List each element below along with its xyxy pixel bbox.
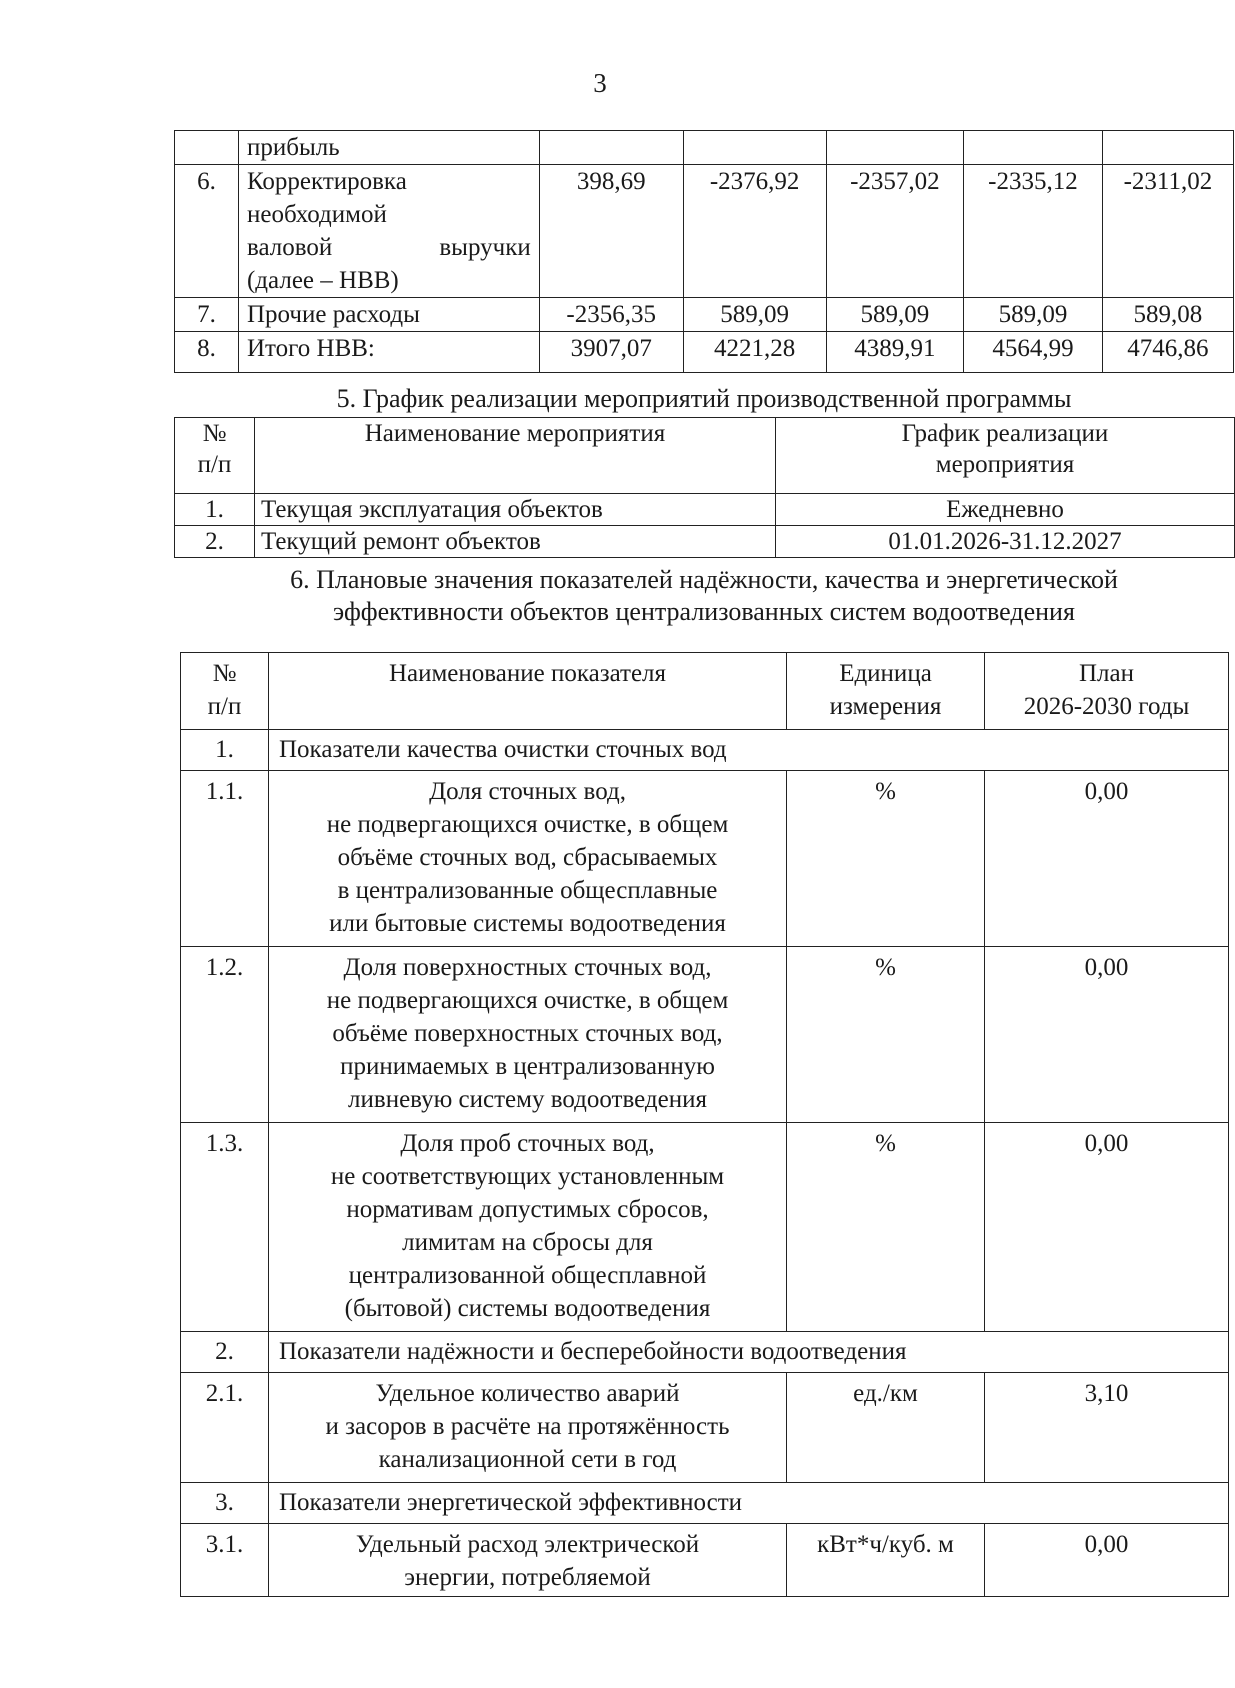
row-unit: кВт*ч/куб. м [787, 1524, 985, 1597]
row-number [175, 131, 239, 165]
row-name [238, 298, 539, 332]
section-row [181, 1483, 1229, 1524]
row-name [238, 165, 539, 298]
table-header-row [181, 653, 1229, 730]
header-num-line: п/п [197, 451, 232, 478]
section6-title-line: эффективности объектов централизованных систем водоотведения [333, 597, 1075, 626]
row-name-word: валовой [246, 234, 333, 261]
row-value: 3907,07 [539, 332, 683, 373]
row-name-line: ливневую систему водоотведения [348, 1086, 707, 1113]
row-value: -2356,35 [539, 298, 683, 332]
section-title: Показатели надёжности и бесперебойности водоотведения [269, 1332, 1229, 1373]
header-num-line: № [212, 660, 237, 687]
row-number: 1.2. [181, 947, 269, 1123]
row-name-line: Доля поверхностных сточных вод, [343, 954, 712, 981]
row-number: 3.1. [181, 1524, 269, 1597]
row-name-line: объёме поверхностных сточных вод, [332, 1020, 723, 1047]
row-name-line: лимитам на сбросы для [402, 1229, 653, 1256]
row-number: 2.1. [181, 1373, 269, 1483]
row-schedule: 01.01.2026-31.12.2027 [776, 526, 1235, 558]
row-plan: 0,00 [985, 947, 1229, 1123]
row-unit: % [787, 947, 985, 1123]
row-number: 2. [175, 526, 255, 558]
row-name-line: Прочие расходы [246, 301, 420, 328]
header-schedule-line: мероприятия [935, 451, 1075, 478]
row-name-line: Итого НВВ: [246, 335, 375, 362]
header-name: Наименование показателя [269, 653, 787, 730]
row-value [539, 131, 683, 165]
row-name-line: Удельный расход электрической [355, 1531, 700, 1558]
row-name-line: Удельное количество аварий [375, 1380, 680, 1407]
row-value: 4221,28 [683, 332, 826, 373]
row-number: 1. [175, 494, 255, 526]
row-value: 589,09 [683, 298, 826, 332]
table-row [181, 947, 1229, 1123]
row-name [238, 332, 539, 373]
row-value: -2376,92 [683, 165, 826, 298]
header-schedule [776, 418, 1235, 494]
row-name-line: энергии, потребляемой [404, 1564, 651, 1591]
table-row [181, 1373, 1229, 1483]
table-row [175, 526, 1235, 558]
row-name [269, 1524, 787, 1597]
table-header-row [175, 418, 1235, 494]
header-unit [787, 653, 985, 730]
row-name-line: принимаемых в централизованную [340, 1053, 715, 1080]
section-number: 2. [181, 1332, 269, 1373]
row-name [269, 771, 787, 947]
financial-table [174, 130, 1234, 373]
header-plan-line: 2026-2030 годы [1023, 693, 1190, 720]
section6-title [174, 564, 1234, 628]
row-value: 4389,91 [826, 332, 964, 373]
row-value: 398,69 [539, 165, 683, 298]
row-name-line [247, 231, 531, 264]
header-num [181, 653, 269, 730]
header-plan-line: План [1078, 660, 1134, 687]
row-value: -2311,02 [1102, 165, 1233, 298]
row-name-line: Корректировка [246, 168, 407, 195]
row-name [269, 1123, 787, 1332]
row-value: -2335,12 [964, 165, 1103, 298]
row-name-line: Доля сточных вод, [429, 778, 626, 805]
row-plan: 0,00 [985, 1123, 1229, 1332]
row-name-line: прибыль [246, 134, 340, 161]
row-plan: 0,00 [985, 771, 1229, 947]
row-plan: 0,00 [985, 1524, 1229, 1597]
row-name: Текущий ремонт объектов [255, 526, 776, 558]
row-schedule: Ежедневно [776, 494, 1235, 526]
row-unit: ед./км [787, 1373, 985, 1483]
row-number: 7. [175, 298, 239, 332]
row-value: 589,08 [1102, 298, 1233, 332]
header-num-line: п/п [207, 693, 242, 720]
section6-title-line: 6. Плановые значения показателей надёжности, качества и энергетической [290, 565, 1118, 594]
row-name-line: объёме сточных вод, сбрасываемых [337, 844, 718, 871]
header-unit-line: Единица [839, 660, 932, 687]
section-title: Показатели энергетической эффективности [269, 1483, 1229, 1524]
row-value [1102, 131, 1233, 165]
header-schedule-line: График реализации [901, 420, 1109, 447]
row-name-line: и засоров в расчёте на протяжённость [325, 1413, 730, 1440]
row-name-line: Доля проб сточных вод, [400, 1130, 655, 1157]
table-row [181, 1524, 1229, 1597]
row-name-line: (далее – НВВ) [246, 267, 399, 294]
header-unit-line: измерения [829, 693, 942, 720]
table-row [181, 771, 1229, 947]
row-name: Текущая эксплуатация объектов [255, 494, 776, 526]
header-num-line: № [202, 420, 227, 447]
table-row [175, 494, 1235, 526]
table-row [175, 131, 1234, 165]
row-value [964, 131, 1103, 165]
row-name-line: нормативам допустимых сбросов, [346, 1196, 709, 1223]
row-value: 4746,86 [1102, 332, 1233, 373]
table-row [175, 332, 1234, 373]
row-value: -2357,02 [826, 165, 964, 298]
row-value: 589,09 [826, 298, 964, 332]
row-name-line: (бытовой) системы водоотведения [344, 1295, 711, 1322]
row-name-line: не подвергающихся очистке, в общем [326, 811, 729, 838]
row-plan: 3,10 [985, 1373, 1229, 1483]
header-num [175, 418, 255, 494]
row-name-line: необходимой [246, 201, 387, 228]
row-value: 4564,99 [964, 332, 1103, 373]
row-name-word: выручки [439, 234, 531, 261]
row-name-line: или бытовые системы водоотведения [329, 910, 726, 937]
section5-title: 5. График реализации мероприятий производственной программы [336, 384, 1072, 413]
row-number: 6. [175, 165, 239, 298]
table-row [175, 298, 1234, 332]
row-name-line: канализационной сети в год [378, 1446, 677, 1473]
table-row [175, 165, 1234, 298]
schedule-table [174, 417, 1235, 558]
section-row [181, 730, 1229, 771]
row-unit: % [787, 771, 985, 947]
row-value: 589,09 [964, 298, 1103, 332]
row-name-line: не подвергающихся очистке, в общем [326, 987, 729, 1014]
row-number: 1.3. [181, 1123, 269, 1332]
table-row [181, 1123, 1229, 1332]
section-number: 3. [181, 1483, 269, 1524]
page-number: 3 [593, 68, 607, 98]
row-name [269, 1373, 787, 1483]
row-number: 1.1. [181, 771, 269, 947]
row-name-line: централизованной общесплавной [348, 1262, 707, 1289]
section-row [181, 1332, 1229, 1373]
header-name: Наименование мероприятия [255, 418, 776, 494]
row-name-line: в централизованные общесплавные [337, 877, 718, 904]
row-name [269, 947, 787, 1123]
row-name [238, 131, 539, 165]
row-unit: % [787, 1123, 985, 1332]
section-number: 1. [181, 730, 269, 771]
header-plan [985, 653, 1229, 730]
indicators-table [180, 652, 1229, 1597]
row-value [826, 131, 964, 165]
row-value [683, 131, 826, 165]
row-number: 8. [175, 332, 239, 373]
row-name-line: не соответствующих установленным [330, 1163, 725, 1190]
section-title: Показатели качества очистки сточных вод [269, 730, 1229, 771]
